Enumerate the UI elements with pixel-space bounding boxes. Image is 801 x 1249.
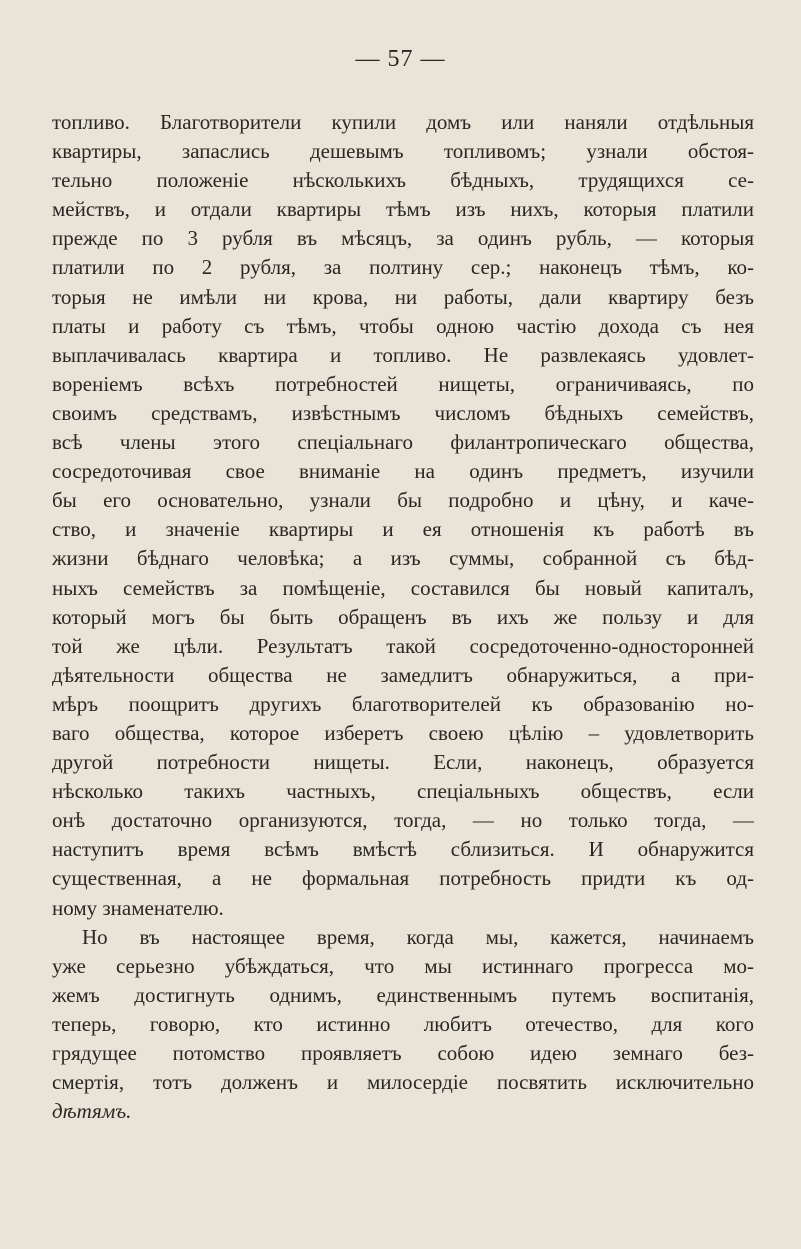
text-line: другой потребности нищеты. Если, наконецъ, образуется bbox=[52, 750, 754, 775]
text-line: платы и работу съ тѣмъ, чтобы одною частію дохода съ нея bbox=[52, 313, 754, 338]
text-line: жемъ достигнуть однимъ, единственнымъ путемъ воспитанія, bbox=[52, 982, 754, 1007]
text-line: который могъ бы быть обращенъ въ ихъ же пользу и для bbox=[52, 604, 754, 629]
page-number: — 57 — bbox=[355, 46, 446, 72]
text-line: бы его основательно, узнали бы подробно и цѣну, и каче- bbox=[52, 488, 754, 513]
text-line: тельно положеніе нѣсколькихъ бѣдныхъ, трудящихся се- bbox=[52, 168, 754, 193]
text-line: теперь, говорю, кто истинно любитъ отечество, для кого bbox=[52, 1011, 754, 1036]
text-line: вореніемъ всѣхъ потребностей нищеты, ограничиваясь, по bbox=[52, 371, 754, 396]
text-line: мействъ, и отдали квартиры тѣмъ изъ нихъ, которыя платили bbox=[52, 197, 754, 222]
text-line: торыя не имѣли ни крова, ни работы, дали квартиру безъ bbox=[52, 284, 754, 309]
text-line: смертія, тотъ долженъ и милосердіе посвятить исключительно bbox=[52, 1070, 754, 1095]
body-text bbox=[52, 108, 754, 1126]
paragraph-start-line: Но въ настоящее время, когда мы, кажется, начинаемъ bbox=[82, 924, 754, 949]
text-line: грядущее потомство проявляетъ собою идею земнаго без- bbox=[52, 1041, 754, 1065]
text-line: нѣсколько такихъ частныхъ, спеціальныхъ обществъ, если bbox=[52, 779, 754, 804]
text-line: ство, и значеніе квартиры и ея отношенія къ работѣ въ bbox=[52, 517, 754, 542]
text-line: квартиры, запаслись дешевымъ топливомъ; узнали обстоя- bbox=[52, 139, 754, 164]
text-line: ваго общества, которое изберетъ своею цѣлію – удовлетворить bbox=[52, 720, 754, 745]
text-line: выплачивалась квартира и топливо. Не развлекаясь удовлет- bbox=[52, 342, 754, 367]
text-line: сосредоточивая свое вниманіе на одинъ предметъ, изучили bbox=[52, 459, 754, 484]
text-line: платили по 2 рубля, за полтину сер.; наконецъ тѣмъ, ко- bbox=[52, 255, 754, 280]
text-line: уже серьезно убѣждаться, что мы истиннаго прогресса мо- bbox=[52, 953, 754, 978]
text-line: существенная, а не формальная потребность придти къ од- bbox=[52, 866, 754, 891]
text-line: топливо. Благотворители купили домъ или наняли отдѣльныя bbox=[52, 110, 754, 134]
text-line: всѣ члены этого спеціальнаго филантропическаго общества, bbox=[52, 430, 754, 455]
text-line: онѣ достаточно организуются, тогда, — но только тогда, — bbox=[52, 808, 754, 833]
text-line: мѣръ поощритъ другихъ благотворителей къ образованію но- bbox=[52, 691, 754, 716]
text-line: прежде по 3 рубля въ мѣсяцъ, за одинъ рубль, — которыя bbox=[52, 226, 754, 251]
text-line: своимъ средствамъ, извѣстнымъ числомъ бѣдныхъ семействъ, bbox=[52, 400, 754, 425]
text-line: дѣятельности общества не замедлитъ обнаружиться, а при- bbox=[52, 662, 754, 687]
text-line: наступитъ время всѣмъ вмѣстѣ сблизиться. И обнаружится bbox=[52, 837, 754, 862]
text-line: жизни бѣднаго человѣка; а изъ суммы, собранной съ бѣд- bbox=[52, 546, 754, 571]
text-line: той же цѣли. Результатъ такой сосредоточенно-односторонней bbox=[52, 633, 754, 658]
text-line: ныхъ семействъ за помѣщеніе, составился бы новый капиталъ, bbox=[52, 575, 754, 600]
text-line: ному знаменателю. bbox=[52, 895, 224, 920]
text-line-emphasis: дѣтямъ. bbox=[52, 1099, 132, 1124]
